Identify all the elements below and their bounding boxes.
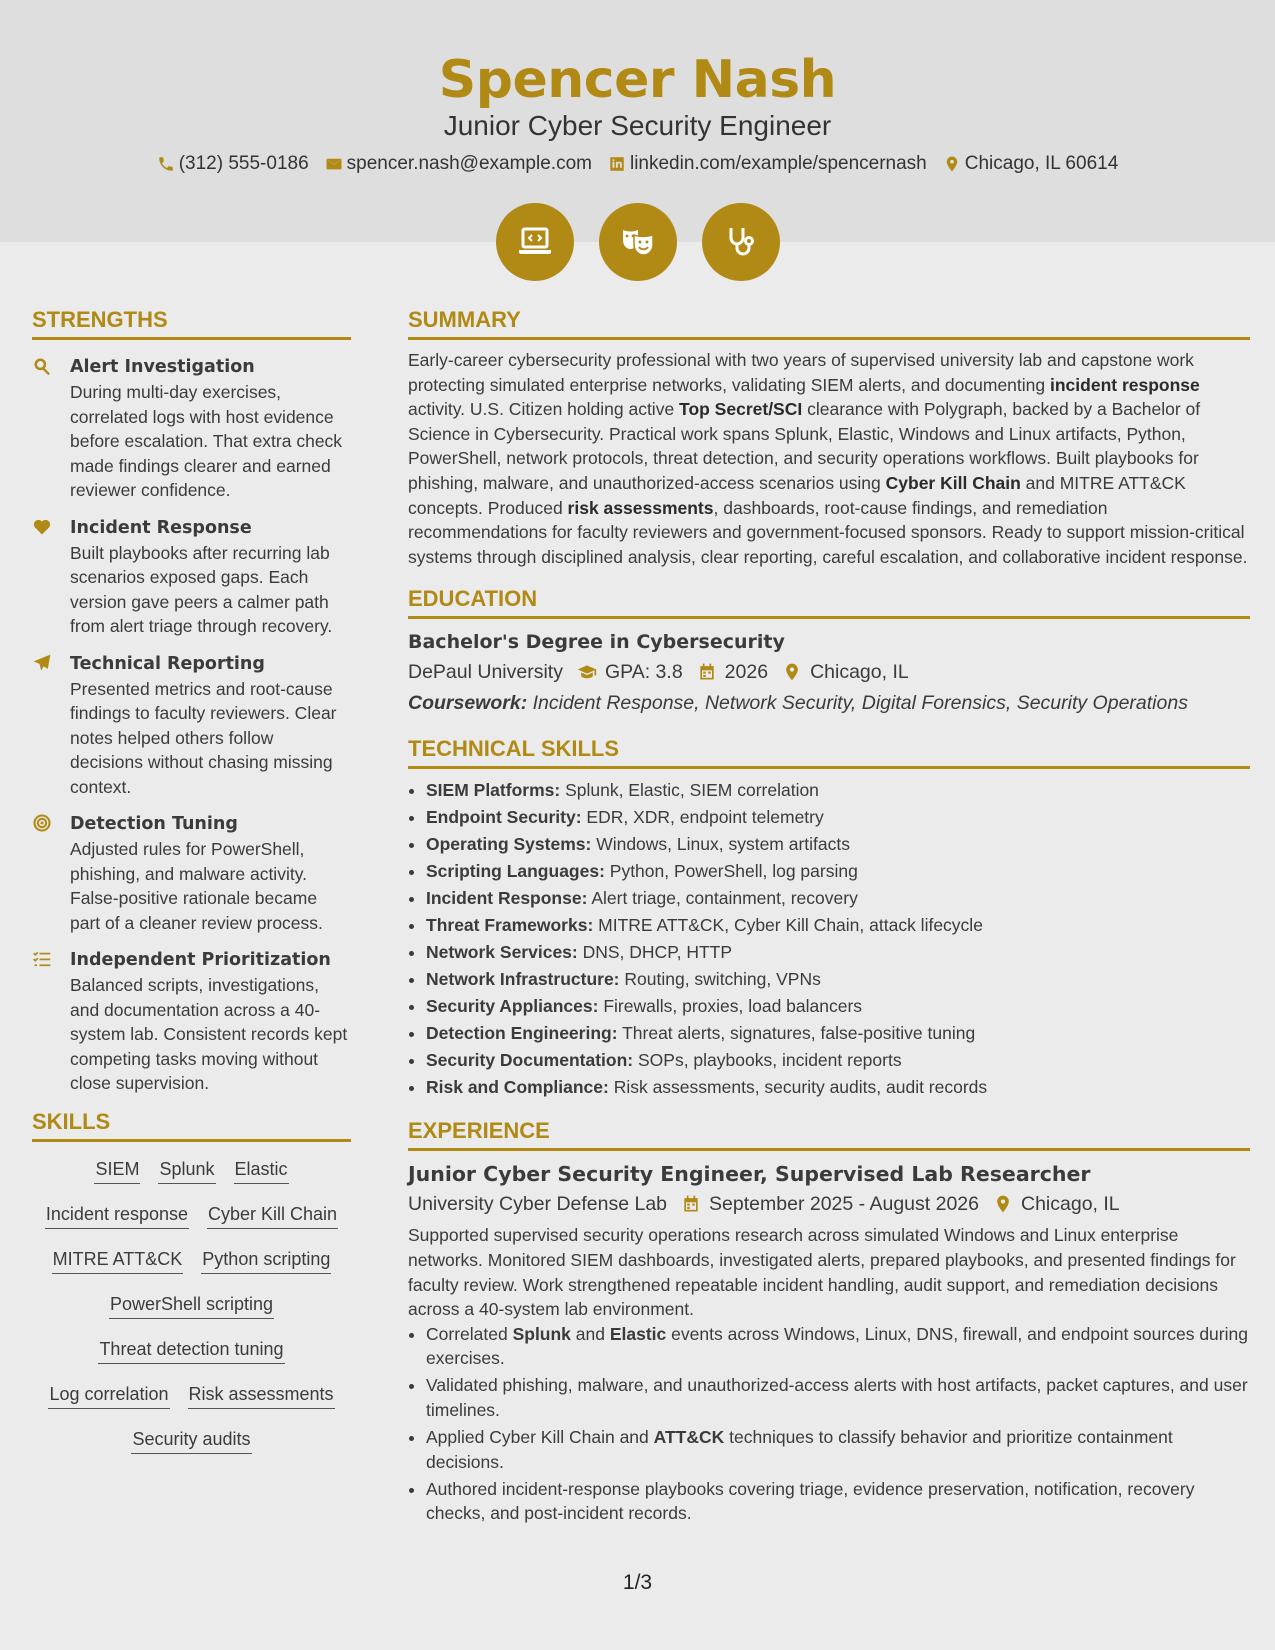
school-location: Chicago, IL — [810, 661, 909, 684]
left-column — [32, 306, 351, 1471]
contact-location: Chicago, IL 60614 — [943, 150, 1119, 178]
badge-stethoscope — [702, 203, 780, 281]
contact-bar — [0, 150, 1275, 178]
education-heading: EDUCATION — [408, 585, 1250, 619]
skill-row — [32, 1201, 351, 1246]
stethoscope-icon — [721, 222, 761, 262]
experience-bullets — [408, 1322, 1250, 1526]
coursework: Coursework: Incident Response, Network Security, Digital Forensics, Security Operations — [408, 692, 1188, 715]
skill-tag: Log correlation — [48, 1381, 169, 1409]
map-pin-icon — [782, 662, 802, 682]
technical-skill-item: • Endpoint Security: EDR, XDR, endpoint telemetry — [426, 804, 1250, 831]
skill-tag: PowerShell scripting — [109, 1291, 274, 1319]
graduation-year: 2026 — [724, 661, 769, 684]
strength-item — [32, 651, 351, 800]
list-check-icon — [32, 949, 52, 969]
strength-text: Balanced scripts, investigations, and documentation across a 40-system lab. Consistent records kept competing tasks moving without close supervision. — [70, 975, 348, 1093]
technical-skills-heading: TECHNICAL SKILLS — [408, 735, 1250, 769]
technical-skills-list — [408, 777, 1250, 1101]
education-meta — [408, 657, 1250, 687]
skill-row — [32, 1156, 351, 1201]
skill-tag: Incident response — [45, 1201, 189, 1229]
interest-badges — [0, 203, 1275, 281]
experience-bullet: • Applied Cyber Kill Chain and ATT&CK techniques to classify behavior and prioritize containment decisions. — [426, 1425, 1250, 1474]
technical-skill-item: • Network Services: DNS, DHCP, HTTP — [426, 939, 1250, 966]
summary-heading: SUMMARY — [408, 306, 1250, 340]
strengths-heading: STRENGTHS — [32, 306, 351, 340]
organization: University Cyber Defense Lab — [408, 1193, 668, 1216]
experience-heading: EXPERIENCE — [408, 1117, 1250, 1151]
strength-text: During multi-day exercises, correlated logs with host evidence before escalation. That extra check made findings clearer and earned reviewer confidence. — [70, 382, 343, 500]
strength-title: Detection Tuning — [70, 814, 238, 834]
strength-text: Adjusted rules for PowerShell, phishing, and malware activity. False-positive rationale became part of a cleaner review process. — [70, 839, 323, 933]
experience-bullet: • Validated phishing, malware, and unauthorized-access alerts with host artifacts, packet captures, and user timelines. — [426, 1373, 1250, 1422]
technical-skill-item: • Detection Engineering: Threat alerts, signatures, false-positive tuning — [426, 1020, 1250, 1047]
contact-email[interactable]: spencer.nash@example.com — [325, 150, 592, 178]
map-pin-icon — [993, 1194, 1013, 1214]
laptop-code-icon — [515, 222, 555, 262]
skill-tag: Splunk — [158, 1156, 215, 1184]
theater-masks-icon — [618, 222, 658, 262]
skill-tag: Python scripting — [201, 1246, 331, 1274]
strength-title: Alert Investigation — [70, 357, 255, 377]
technical-skill-item: • Security Documentation: SOPs, playbooks, incident reports — [426, 1047, 1250, 1074]
linkedin-icon — [608, 155, 626, 173]
job-description: Supported supervised security operations research across simulated Windows and Linux enterprise networks. Monitored SIEM dashboards, investigated alerts, prepared playbooks, and presented findings for faculty review. Work strengthened repeatable incident handling, audit support, and remediation decisions across a 40-system lab environment. — [408, 1225, 1236, 1320]
resume-header — [0, 0, 1275, 242]
employment-dates: September 2025 - August 2026 — [709, 1193, 979, 1216]
skill-tag: Threat detection tuning — [98, 1336, 284, 1364]
summary-text: Early-career cybersecurity professional with two years of supervised university lab and capstone work protecting simulated enterprise networks, validating SIEM alerts, and documenting incident response activity. U.S. Citizen holding active Top Secret/SCI clearance with Polygraph, backed by a Bachelor of Science in Cybersecurity. Practical work spans Splunk, Elastic, Windows and Linux artifacts, Python, PowerShell, network protocols, threat detection, and security operations workflows. Built playbooks for phishing, malware, and unauthorized-access scenarios using Cyber Kill Chain and MITRE ATT&CK concepts. Produced risk assessments, dashboards, root-cause findings, and remediation recommendations for faculty reviewers and government-focused sponsors. Ready to support mission-critical systems through disciplined analysis, clear reporting, careful escalation, and collaborative incident response. — [408, 350, 1248, 567]
position-title: Junior Cyber Security Engineer, Supervised Lab Researcher — [408, 1162, 1091, 1187]
search-icon — [32, 356, 52, 376]
skill-tag: MITRE ATT&CK — [52, 1246, 184, 1274]
skill-row — [32, 1336, 351, 1381]
graduation-cap-icon — [577, 662, 597, 682]
calendar-icon — [697, 662, 717, 682]
skill-tag: Cyber Kill Chain — [207, 1201, 338, 1229]
skill-row — [32, 1426, 351, 1471]
right-column — [408, 306, 1250, 1528]
skills-heading: SKILLS — [32, 1108, 351, 1142]
technical-skill-item: • Risk and Compliance: Risk assessments, security audits, audit records — [426, 1074, 1250, 1101]
strengths-list — [32, 348, 351, 1096]
skill-tag: Elastic — [234, 1156, 289, 1184]
strength-item — [32, 515, 351, 639]
map-pin-icon — [943, 155, 961, 173]
technical-skill-item: • Threat Frameworks: MITRE ATT&CK, Cyber Kill Chain, attack lifecycle — [426, 912, 1250, 939]
page-number: 1/3 — [622, 1571, 653, 1594]
technical-skill-item: • Scripting Languages: Python, PowerShell, log parsing — [426, 858, 1250, 885]
contact-linkedin[interactable]: linkedin.com/example/spencernash — [608, 150, 927, 178]
skills-tags — [32, 1150, 351, 1471]
experience-bullet: • Correlated Splunk and Elastic events across Windows, Linux, DNS, firewall, and endpoint sources during exercises. — [426, 1322, 1250, 1371]
strength-item — [32, 947, 351, 1096]
skill-tag: SIEM — [94, 1156, 140, 1184]
skill-row — [32, 1291, 351, 1336]
paper-plane-icon — [32, 653, 52, 673]
school: DePaul University — [408, 661, 563, 684]
bullseye-icon — [32, 813, 52, 833]
degree: Bachelor's Degree in Cybersecurity — [408, 631, 785, 654]
job-title: Junior Cyber Security Engineer — [443, 110, 832, 141]
skill-row — [32, 1246, 351, 1291]
job-location: Chicago, IL — [1021, 1193, 1120, 1216]
candidate-name: Spencer Nash — [438, 50, 837, 110]
skill-tag: Risk assessments — [188, 1381, 335, 1409]
calendar-icon — [681, 1194, 701, 1214]
strength-title: Technical Reporting — [70, 653, 265, 674]
skill-tag: Security audits — [131, 1426, 251, 1454]
experience-meta — [408, 1189, 1250, 1219]
technical-skill-item: • Incident Response: Alert triage, containment, recovery — [426, 885, 1250, 912]
strength-text: Built playbooks after recurring lab scenarios exposed gaps. Each version gave peers a calmer path from alert triage through recovery. — [70, 542, 333, 636]
technical-skill-item: • SIEM Platforms: Splunk, Elastic, SIEM correlation — [426, 777, 1250, 804]
strength-text: Presented metrics and root-cause findings to faculty reviewers. Clear notes helped others follow decisions without chasing missing context. — [70, 678, 337, 797]
phone-icon — [157, 155, 175, 173]
envelope-icon — [325, 155, 343, 173]
experience-bullet: • Authored incident-response playbooks covering triage, evidence preservation, notification, recovery checks, and post-incident records. — [426, 1477, 1250, 1526]
badge-masks — [599, 203, 677, 281]
badge-laptop — [496, 203, 574, 281]
heart-icon — [32, 517, 52, 537]
strength-title: Independent Prioritization — [70, 950, 331, 970]
skill-row — [32, 1381, 351, 1426]
gpa: GPA: 3.8 — [604, 661, 683, 684]
technical-skill-item: • Network Infrastructure: Routing, switching, VPNs — [426, 966, 1250, 993]
technical-skill-item: • Security Appliances: Firewalls, proxies, load balancers — [426, 993, 1250, 1020]
contact-phone: (312) 555-0186 — [157, 150, 309, 178]
strength-title: Incident Response — [70, 517, 252, 538]
strength-item — [32, 354, 351, 503]
strength-item — [32, 811, 351, 935]
technical-skill-item: • Operating Systems: Windows, Linux, system artifacts — [426, 831, 1250, 858]
